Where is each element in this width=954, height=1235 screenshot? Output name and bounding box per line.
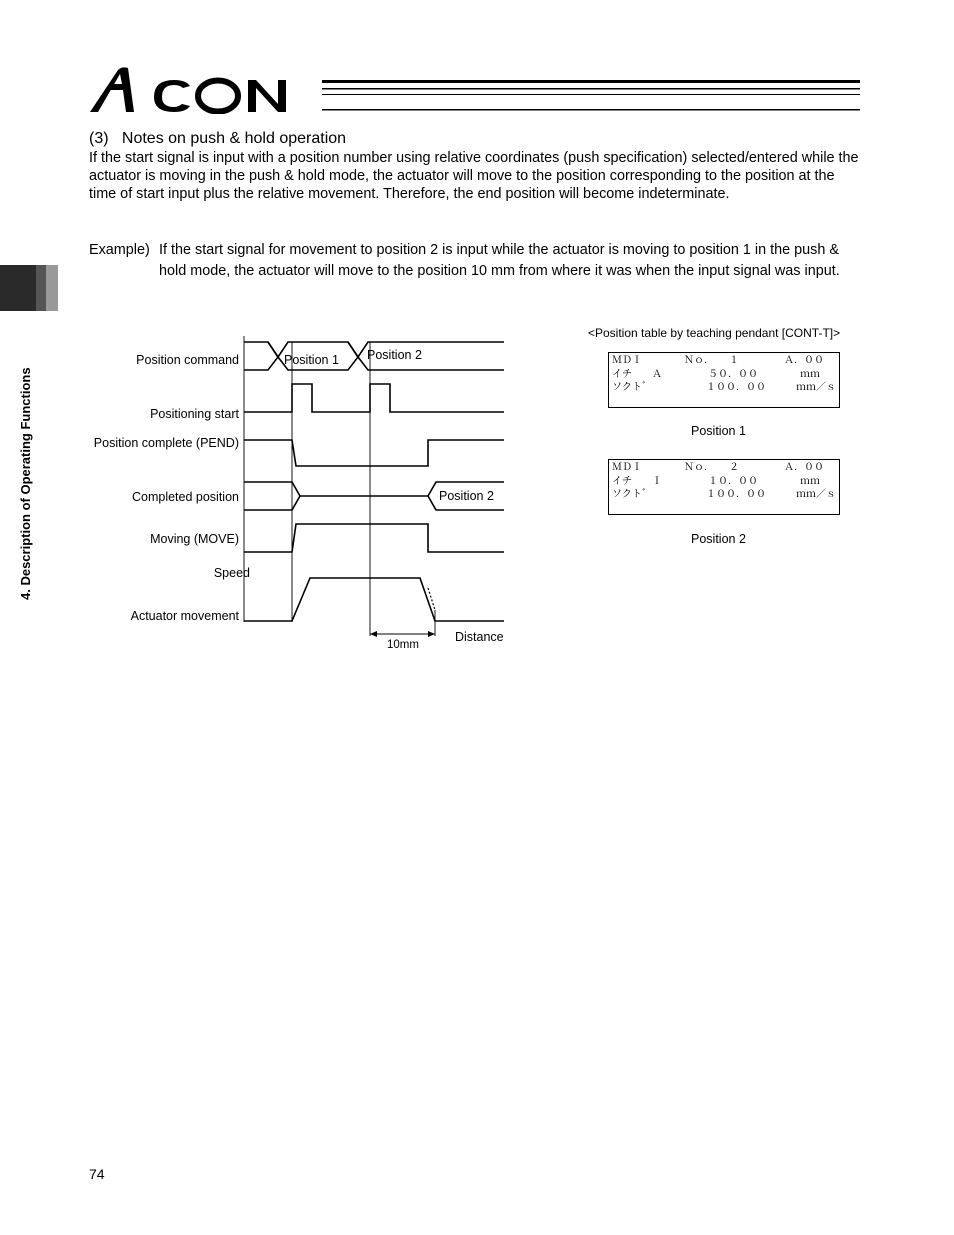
section-heading: (3) Notes on push & hold operation (89, 130, 347, 147)
page-number: 74 (89, 1166, 105, 1182)
pendant-cell: ｍｍ (800, 475, 820, 487)
pendant-cell: イチ Ａ (612, 368, 662, 380)
command-label-position-1: Position 1 (284, 353, 339, 367)
pendant-display-position-2 (608, 459, 840, 515)
pendant-cell: Ａ．００ (784, 462, 824, 473)
pendant-cell: １００．００ (705, 489, 766, 500)
signal-label-position-command: Position command (136, 353, 239, 367)
pendant-cell: １００．００ (705, 382, 766, 393)
header-rule-lines (322, 78, 860, 112)
pendant-caption-position-1: Position 1 (691, 424, 746, 438)
pendant-cell: ｍｍ／ｓ (796, 382, 836, 393)
pendant-cell: イチ Ｉ (612, 475, 662, 487)
acon-logo (88, 66, 328, 114)
pendant-cell: Ｎｏ． １ (684, 355, 739, 366)
pendant-cell: ＭＤＩ (612, 462, 642, 473)
pendant-cell: ５０．００ (708, 368, 758, 380)
pendant-cell: １０．００ (708, 475, 758, 487)
signal-label-positioning-start: Positioning start (150, 407, 239, 421)
chapter-tabs (0, 265, 60, 311)
pendant-cell: ＭＤＩ (612, 355, 642, 366)
pendant-cell: Ｎｏ． ２ (684, 462, 739, 473)
pendant-caption-position-2: Position 2 (691, 532, 746, 546)
signal-label-completed-position: Completed position (131, 490, 239, 504)
example-text: If the start signal for movement to position 2 is input while the actuator is moving to position 1 in the push & hold mode, the actuator will move to the position 10 mm from where it was when the input signal was input. (159, 242, 840, 279)
pendant-cell: ｍｍ (800, 368, 820, 380)
position-table-title: <Position table by teaching pendant [CONT-T]> (588, 326, 841, 340)
pendant-cell: ｍｍ／ｓ (796, 489, 836, 500)
signal-label-actuator-movement: Actuator movement (130, 609, 239, 623)
distance-value: 10mm (387, 639, 419, 651)
distance-label: Distance (455, 630, 504, 644)
pendant-cell: ソクト゛ (612, 382, 652, 393)
completed-label-position-2: Position 2 (439, 489, 494, 503)
pendant-display-position-1 (608, 352, 840, 408)
chapter-label: 4. Description of Operating Functions (18, 367, 33, 600)
signal-label-moving: Moving (MOVE) (150, 532, 239, 546)
signal-label-speed: Speed (213, 566, 250, 580)
signal-label-position-complete: Position complete (PEND) (93, 436, 239, 450)
section-paragraph: If the start signal is input with a position number using relative coordinates (push specification) selected/entered while the actuator is moving in the push & hold mode, the actuator will move to the position corresponding to the position at the time of start input plus the relative movement. Therefore, the end position will become indeterminate. (89, 150, 859, 202)
pendant-cell: ソクト゛ (612, 489, 652, 500)
command-label-position-2: Position 2 (367, 348, 422, 362)
example-label: Example) (89, 242, 150, 258)
pendant-cell: Ａ．００ (784, 355, 824, 366)
